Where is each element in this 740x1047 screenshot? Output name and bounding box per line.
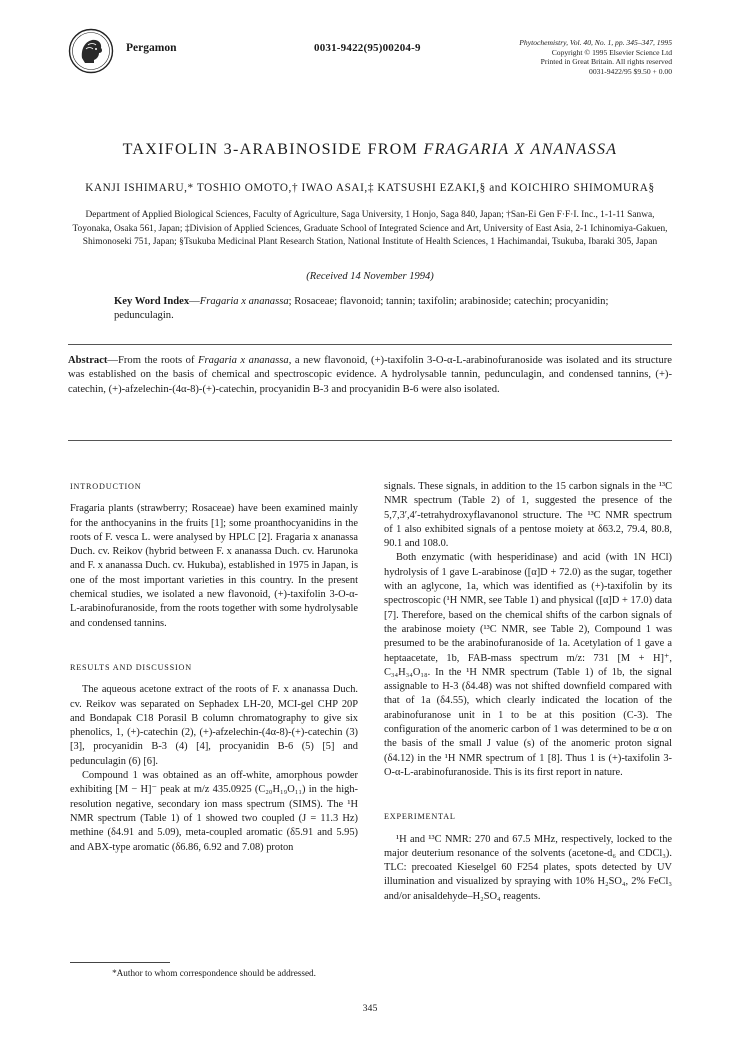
right-paragraph-2: Both enzymatic (with hesperidinase) and acid (with 1N HCl) hydrolysis of 1 gave L-arabinose ([α]D + 72.0) as the sugar, together with an aglycone, 1a, which was identified as (+)-taxifolin by its spectroscopic (¹H NMR, see Table 1) and physical ([α]D + 17.0) data [7]. Therefore, based on the chemical shifts of the carbon signals of the arabinose moiety (¹³C NMR, see Table 2), Compound 1 was presumed to be the arabinofuranoside of 1a. Acetylation of 1 gave a heptaacetate, 1b, FAB-mass spectrum m/z: 731 [M + H]⁺, C₃₄H₃₄O₁₈. In the ¹H NMR spectrum (Table 1) of 1b, the signal assignable to H-3 (δ4.48) was not shifted downfield compared with that of 1a (δ4.55), which clearly indicated the location of the arabinofuranose unit in 1 to be at this position (C-3). The configuration of the anomeric carbon of 1 was determined to be α on the basis of the small J value (s) of the anomeric proton signal (δ4.12) in the ¹H NMR spectrum of 1 [8]. Thus 1 is (+)-taxifolin 3-O-α-L-arabinofuranoside. This is its first report in nature. (384, 552, 672, 778)
keyword-list: ; Rosaceae; flavonoid; tannin; taxifolin; arabinoside; catechin; procyanidin; pedunculagin. (114, 296, 609, 321)
page-number: 345 (362, 1003, 378, 1014)
title-species: FRAGARIA X ANANASSA (423, 141, 618, 158)
footnote-rule (70, 962, 170, 963)
abstract-top-rule (68, 344, 672, 345)
experimental-heading: EXPERIMENTAL (384, 812, 456, 822)
received-date: (Received 14 November 1994) (306, 271, 434, 282)
journal-citation: Phytochemistry, Vol. 40, No. 1, pp. 345–347, 1995 (519, 38, 672, 47)
title-main: TAXIFOLIN 3-ARABINOSIDE FROM (122, 141, 424, 158)
copyright-line: Copyright © 1995 Elsevier Science Ltd (551, 47, 672, 57)
abstract-bottom-rule (68, 440, 672, 441)
intro-paragraph: Fragaria plants (strawberry; Rosaceae) have been examined mainly for the anthocyanins in the fruits [1]; some proanthocyanidins in the roots of F. vesca L. were analysed by HPLC [2]. Fragaria x ananassa Duch. cv. Reikov (hybrid between F. x ananassa Duch. cv. Harunoka and F. x ananassa Duch. cv. Hukuba), established in 1975 in Japan, is one of the most important varieties in this country. In the present chemical studies, we isolated a new flavonoid, (+)-taxifolin 3-O-α-L-arabinofuranoside, from the roots together with some hydrolysable and condensed tannins. (70, 503, 358, 629)
abstract-species: Fragaria x ananassa (198, 355, 289, 366)
author-list: KANJI ISHIMARU,* TOSHIO OMOTO,† IWAO ASAI,‡ KATSUSHI EZAKI,§ and KOICHIRO SHIMOMURA§ (85, 182, 655, 194)
page-header (68, 28, 672, 88)
right-paragraph-1: signals. These signals, in addition to the 15 carbon signals in the ¹³C NMR spectrum (Table 2) of 1, suggested the presence of the 5,7,3′,4′-tetrahydroxyflavanonol structure. The ¹³C NMR spectrum of 1 also exhibited signals of a pentose moiety at δ63.2, 79.4, 80.8, 90.1 and 108.0. (384, 481, 672, 550)
abstract-text: , a new flavonoid, (+)-taxifolin 3-O-α-L-arabinofuranoside was isolated and its structure was established on the basis of chemical and spectroscopic evidence. A hydrolysable tannin, pedunculagin, and condensed tannins, (+)-catechin, (+)-afzelechin-(4α-8)-(+)-catechin, procyanidin B-3 and procyanidin B-6 were also isolated. (68, 355, 673, 395)
left-column (70, 480, 358, 855)
experimental-paragraph: ¹H and ¹³C NMR: 270 and 67.5 MHz, respectively, locked to the major deuterium resonance of the solvents (acetone-d₆ and CDCl₃). TLC: precoated Kieselgel 60 F254 plates, spots detected by UV illumination and visualized by spraying with 10% H₂SO₄, 2% FeCl₃ and/or anisaldehyde–H₂SO₄ reagents. (384, 833, 672, 902)
affiliations: Department of Applied Biological Sciences, Faculty of Agriculture, Saga University, 1 Honjo, Saga 840, Japan; †San-Ei Gen F·F·I. Inc., 1-1-11 Sanwa, Toyonaka, Osaka 561, Japan; ‡Division of Applied Sciences, Graduate School of Integrated Science and Art, University of East Asia, 2-1 Ichinomiya-Gakuen, Shimonoseki 751, Japan; §Tsukuba Medicinal Plant Research Station, National Institute of Health Sciences, 1 Hachimandai, Tsukuba, Ibaraki 305, Japan (72, 210, 668, 247)
abstract-label: Abstract (68, 355, 108, 366)
correspondence-footnote: *Author to whom correspondence should be addressed. (112, 968, 316, 978)
pergamon-emblem-icon (68, 28, 114, 74)
results-paragraph-2: Compound 1 was obtained as an off-white, amorphous powder exhibiting [M − H]⁻ peak at m/z 435.0925 (C₂₀H₁₉O₁₁) in the high-resolution negative, secondary ion mass spectrum (SIMS). The ¹H NMR spectrum (Table 1) of 1 showed two coupled (J = 11.3 Hz) methine (δ4.91 and 5.09), meta-coupled aromatic (δ5.91 and 5.95) and ABX-type aromatic (δ6.86, 6.92 and 7.08) proton (70, 770, 358, 853)
publisher-name: Pergamon (126, 42, 177, 54)
journal-info (519, 38, 672, 76)
abstract-lead: —From the roots of (107, 355, 199, 366)
article-title (0, 141, 740, 159)
keyword-species: Fragaria x ananassa (199, 296, 289, 307)
results-heading: RESULTS AND DISCUSSION (70, 662, 192, 672)
right-column (384, 480, 672, 904)
issn-price: 0031-9422/95 $9.50 + 0.00 (589, 66, 672, 76)
introduction-heading: INTRODUCTION (70, 482, 142, 491)
abstract (68, 354, 672, 397)
results-paragraph-1: The aqueous acetone extract of the roots of F. x ananassa Duch. cv. Reikov was separated on Sephadex LH-20, MCI-gel CHP 20P and Bondapak C18 Porasil B column chromatography to give six phenolics, 1, (+)-catechin (2), (+)-afzelechin-(4α-8)-(+)-catechin (3) [3], procyanidin B-3 (4) [4], procyanidin B-6 (5) [5] and pedunculagin (6) [6]. (70, 684, 358, 767)
article-doi: 0031-9422(95)00204-9 (314, 42, 421, 54)
keyword-index: Key Word Index—Fragaria x ananassa; Rosaceae; flavonoid; tannin; taxifolin; arabinoside; catechin; procyanidin; pedunculagin. (114, 296, 609, 321)
printed-line: Printed in Great Britain. All rights reserved (540, 57, 672, 67)
keyword-label: Key Word Index (114, 296, 190, 307)
